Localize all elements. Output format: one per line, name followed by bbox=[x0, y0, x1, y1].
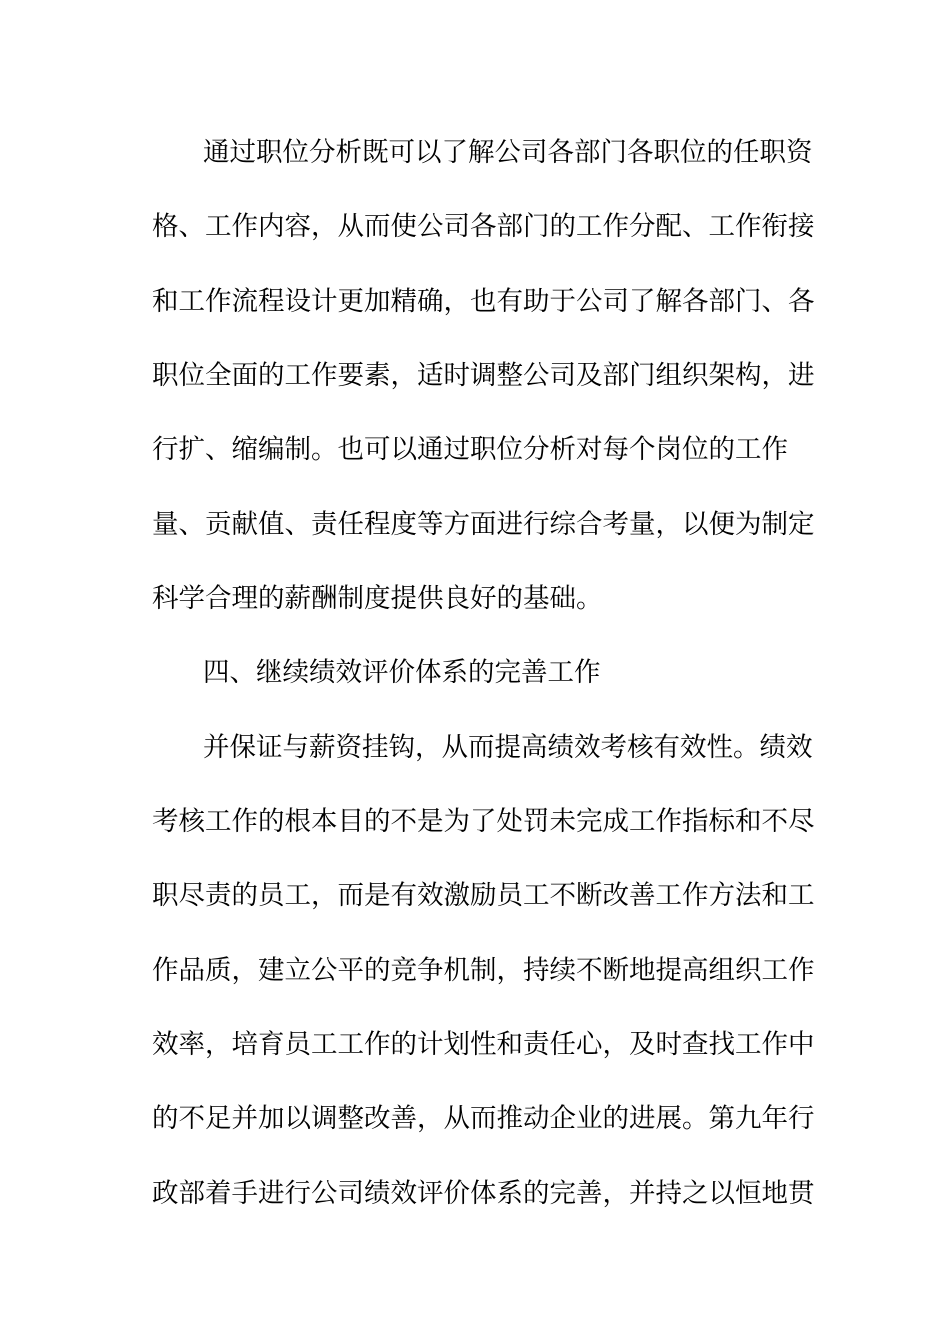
paragraph-2-line-7: 政部着手进行公司绩效评价体系的完善，并持之以恒地贯 bbox=[152, 1178, 815, 1209]
section-heading: 四、继续绩效评价体系的完善工作 bbox=[203, 657, 601, 688]
paragraph-1-line-4: 职位全面的工作要素，适时调整公司及部门组织架构，进 bbox=[152, 360, 815, 391]
paragraph-1-line-2: 格、工作内容，从而使公司各部门的工作分配、工作衔接 bbox=[152, 211, 815, 242]
paragraph-2-line-1: 并保证与薪资挂钩，从而提高绩效考核有效性。绩效 bbox=[203, 732, 813, 763]
paragraph-2-line-3: 职尽责的员工，而是有效激励员工不断改善工作方法和工 bbox=[152, 880, 815, 911]
paragraph-2-line-5: 效率，培育员工工作的计划性和责任心，及时查找工作中 bbox=[152, 1029, 815, 1060]
paragraph-1-line-3: 和工作流程设计更加精确，也有助于公司了解各部门、各 bbox=[152, 286, 815, 317]
paragraph-1-line-7: 科学合理的薪酬制度提供良好的基础。 bbox=[152, 583, 603, 614]
paragraph-2-line-4: 作品质，建立公平的竞争机制，持续不断地提高组织工作 bbox=[152, 955, 815, 986]
paragraph-1-line-6: 量、贡献值、责任程度等方面进行综合考量，以便为制定 bbox=[152, 509, 815, 540]
paragraph-2-line-2: 考核工作的根本目的不是为了处罚未完成工作指标和不尽 bbox=[152, 806, 815, 837]
paragraph-2-line-6: 的不足并加以调整改善，从而推动企业的进展。第九年行 bbox=[152, 1103, 815, 1134]
paragraph-1-line-5: 行扩、缩编制。也可以通过职位分析对每个岗位的工作 bbox=[152, 434, 788, 465]
paragraph-1-line-1: 通过职位分析既可以了解公司各部门各职位的任职资 bbox=[203, 137, 813, 168]
